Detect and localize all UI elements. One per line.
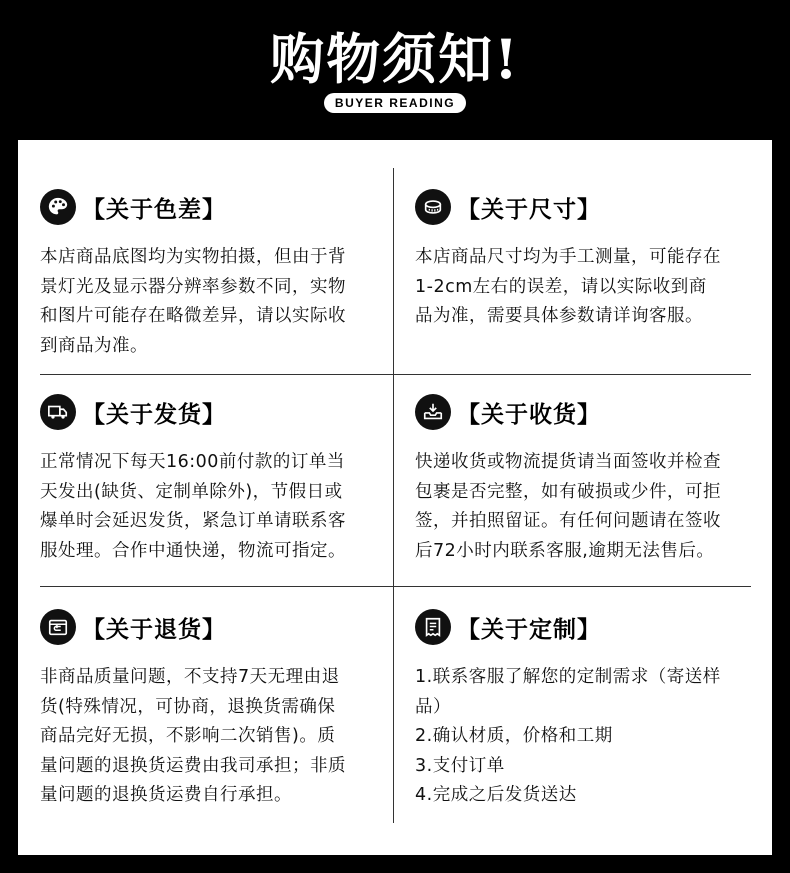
delivery-truck-icon (40, 394, 76, 430)
section-header (415, 394, 601, 430)
column-divider (393, 168, 394, 823)
page-title: 购物须知! (270, 27, 520, 91)
section-header (415, 609, 601, 645)
section-title: 【关于发货】 (82, 401, 226, 428)
section-body: 正常情况下每天16:00前付款的订单当 天发出(缺货、定制单除外)，节假日或 爆单时会延迟发货，紧急订单请联系客 服处理。合作中通快递，物流可指定。 (40, 452, 346, 561)
section-title: 【关于收货】 (457, 401, 601, 428)
section-title: 【关于退货】 (82, 616, 226, 643)
section-body: 非商品质量问题，不支持7天无理由退 货(特殊情况，可协商，退换货需确保 商品完好无损，不影响二次销售)。质 量问题的退换货运费由我司承担；非质 量问题的退换货运费自行承担。 (40, 667, 346, 805)
section-title: 【关于尺寸】 (457, 196, 601, 223)
header (0, 0, 790, 140)
section-header (40, 609, 226, 645)
section-header (40, 394, 226, 430)
tape-measure-icon (415, 189, 451, 225)
inbox-tray-icon (415, 394, 451, 430)
subtitle-badge: BUYER READING (324, 93, 466, 113)
section-body: 本店商品尺寸均为手工测量，可能存在 1-2cm左右的误差，请以实际收到商 品为准，需要具体参数请详询客服。 (415, 247, 721, 326)
palette-icon (40, 189, 76, 225)
section-header (40, 189, 226, 225)
section-body: 1.联系客服了解您的定制需求（寄送样 品） 2.确认材质，价格和工期 3.支付订单 4.完成之后发货送达 (415, 667, 721, 805)
return-box-icon (40, 609, 76, 645)
section-title: 【关于定制】 (457, 616, 601, 643)
section-header (415, 189, 601, 225)
section-body: 本店商品底图均为实物拍摄，但由于背 景灯光及显示器分辨率参数不同，实物 和图片可能存在略微差异，请以实际收 到商品为准。 (40, 247, 346, 356)
row-divider-2 (40, 586, 751, 587)
section-title: 【关于色差】 (82, 196, 226, 223)
receipt-icon (415, 609, 451, 645)
info-panel (18, 140, 772, 855)
row-divider-1 (40, 374, 751, 375)
section-body: 快递收货或物流提货请当面签收并检查 包裹是否完整，如有破损或少件，可拒 签，并拍照留证。有任何问题请在签收 后72小时内联系客服,逾期无法售后。 (415, 452, 721, 561)
